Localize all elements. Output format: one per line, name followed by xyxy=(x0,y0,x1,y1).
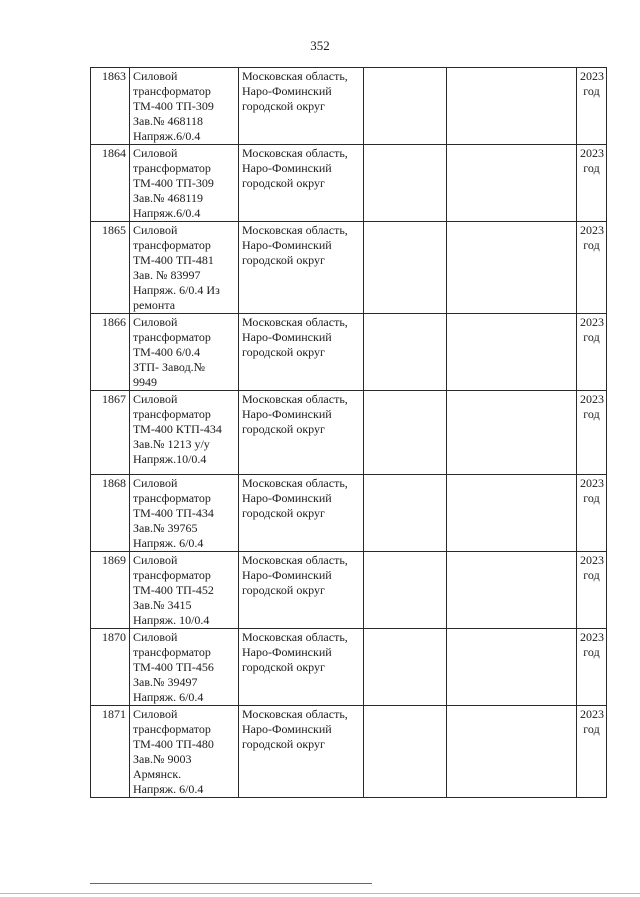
asset-year-line: 2023 xyxy=(580,223,604,237)
table-row xyxy=(91,706,607,798)
asset-year-line: год xyxy=(583,238,600,252)
asset-description-line: Напряж.10/0.4 xyxy=(133,452,207,466)
footer-rule xyxy=(90,883,372,884)
asset-year-line: 2023 xyxy=(580,553,604,567)
asset-description-line: трансформатор xyxy=(133,330,211,344)
asset-address-line: Наро-Фоминский xyxy=(242,84,332,98)
asset-address xyxy=(239,145,364,222)
asset-year-line: год xyxy=(583,722,600,736)
asset-description-line: трансформатор xyxy=(133,722,211,736)
empty-cell xyxy=(364,145,447,222)
empty-cell xyxy=(364,475,447,552)
asset-description-line: Зав.№ 9003 xyxy=(133,752,192,766)
asset-description-line: ТМ-400 ТП-309 xyxy=(133,176,214,190)
asset-year-line: 2023 xyxy=(580,146,604,160)
asset-description-line: Зав.№ 1213 у/у xyxy=(133,437,210,451)
asset-registry-table xyxy=(90,67,607,798)
asset-address-line: Наро-Фоминский xyxy=(242,491,332,505)
empty-cell xyxy=(364,706,447,798)
asset-description-line: Напряж. 6/0.4 xyxy=(133,690,204,704)
asset-address-line: Московская область, xyxy=(242,315,348,329)
asset-address-line: городской округ xyxy=(242,345,325,359)
row-number: 1864 xyxy=(91,145,130,222)
asset-address-line: Московская область, xyxy=(242,707,348,721)
asset-description-line: Силовой xyxy=(133,315,178,329)
asset-year-line: 2023 xyxy=(580,392,604,406)
table-row xyxy=(91,552,607,629)
asset-description-line: Силовой xyxy=(133,223,178,237)
page-number: 352 xyxy=(310,38,330,53)
asset-description xyxy=(130,475,239,552)
row-number: 1870 xyxy=(91,629,130,706)
asset-year xyxy=(577,706,607,798)
page-edge-rule xyxy=(0,893,640,894)
asset-year xyxy=(577,629,607,706)
empty-cell xyxy=(447,314,577,391)
asset-description xyxy=(130,314,239,391)
asset-year xyxy=(577,552,607,629)
asset-address xyxy=(239,629,364,706)
table-row xyxy=(91,68,607,145)
row-number: 1863 xyxy=(91,68,130,145)
asset-description-line: Зав.№ 468119 xyxy=(133,191,204,205)
table-body xyxy=(91,68,607,798)
asset-address-line: Московская область, xyxy=(242,553,348,567)
asset-year xyxy=(577,68,607,145)
asset-address-line: городской округ xyxy=(242,583,325,597)
empty-cell xyxy=(364,68,447,145)
asset-address-line: городской округ xyxy=(242,737,325,751)
asset-description xyxy=(130,145,239,222)
asset-description-line: Зав.№ 468118 xyxy=(133,114,204,128)
asset-address-line: Наро-Фоминский xyxy=(242,407,332,421)
asset-description xyxy=(130,222,239,314)
asset-address-line: Наро-Фоминский xyxy=(242,161,332,175)
asset-address xyxy=(239,391,364,475)
asset-description-line: трансформатор xyxy=(133,238,211,252)
table-row xyxy=(91,475,607,552)
asset-year xyxy=(577,391,607,475)
asset-address-line: городской округ xyxy=(242,99,325,113)
asset-address-line: городской округ xyxy=(242,176,325,190)
asset-year-line: год xyxy=(583,407,600,421)
asset-address-line: Московская область, xyxy=(242,223,348,237)
asset-description xyxy=(130,552,239,629)
asset-year-line: год xyxy=(583,84,600,98)
asset-description-line: Силовой xyxy=(133,630,178,644)
asset-year-line: 2023 xyxy=(580,69,604,83)
asset-description-line: ТМ-400 ТП-456 xyxy=(133,660,214,674)
asset-description-line: Напряж. 10/0.4 xyxy=(133,613,210,627)
asset-address-line: городской округ xyxy=(242,660,325,674)
empty-cell xyxy=(447,145,577,222)
asset-year xyxy=(577,222,607,314)
asset-address xyxy=(239,314,364,391)
asset-description-line: Напряж. 6/0.4 Из xyxy=(133,283,220,297)
asset-description-line: ТМ-400 ТП-434 xyxy=(133,506,214,520)
asset-description-line: ТМ-400 6/0.4 xyxy=(133,345,201,359)
empty-cell xyxy=(447,706,577,798)
asset-address-line: городской округ xyxy=(242,506,325,520)
empty-cell xyxy=(447,68,577,145)
asset-year xyxy=(577,475,607,552)
asset-year-line: год xyxy=(583,491,600,505)
empty-cell xyxy=(447,552,577,629)
asset-description xyxy=(130,706,239,798)
empty-cell xyxy=(447,222,577,314)
asset-description-line: Напряж. 6/0.4 xyxy=(133,782,204,796)
asset-description-line: ремонта xyxy=(133,298,176,312)
empty-cell xyxy=(364,629,447,706)
asset-year-line: год xyxy=(583,161,600,175)
asset-description-line: 9949 xyxy=(133,375,157,389)
asset-address xyxy=(239,222,364,314)
asset-address xyxy=(239,706,364,798)
asset-description-line: Силовой xyxy=(133,392,178,406)
asset-description-line: трансформатор xyxy=(133,407,211,421)
empty-cell xyxy=(447,391,577,475)
asset-description-line: Силовой xyxy=(133,553,178,567)
row-number: 1866 xyxy=(91,314,130,391)
asset-year-line: 2023 xyxy=(580,476,604,490)
asset-address xyxy=(239,552,364,629)
row-number: 1867 xyxy=(91,391,130,475)
asset-description-line: ТМ-400 КТП-434 xyxy=(133,422,222,436)
asset-description-line: ТМ-400 ТП-481 xyxy=(133,253,214,267)
asset-description-line: трансформатор xyxy=(133,84,211,98)
row-number: 1865 xyxy=(91,222,130,314)
empty-cell xyxy=(364,552,447,629)
asset-address-line: Наро-Фоминский xyxy=(242,722,332,736)
asset-description xyxy=(130,391,239,475)
asset-description-line: Напряж.6/0.4 xyxy=(133,129,201,143)
asset-address-line: Наро-Фоминский xyxy=(242,645,332,659)
asset-description-line: Армянск. xyxy=(133,767,182,781)
asset-address-line: Московская область, xyxy=(242,69,348,83)
asset-year-line: год xyxy=(583,645,600,659)
asset-description-line: Напряж.6/0.4 xyxy=(133,206,201,220)
asset-address-line: Московская область, xyxy=(242,146,348,160)
asset-description-line: Зав.№ 39497 xyxy=(133,675,198,689)
asset-description-line: Силовой xyxy=(133,707,178,721)
asset-description-line: трансформатор xyxy=(133,161,211,175)
asset-description-line: Напряж. 6/0.4 xyxy=(133,536,204,550)
asset-year xyxy=(577,145,607,222)
asset-description-line: трансформатор xyxy=(133,645,211,659)
asset-address-line: Московская область, xyxy=(242,630,348,644)
asset-address-line: городской округ xyxy=(242,253,325,267)
table-row xyxy=(91,391,607,475)
asset-year-line: 2023 xyxy=(580,707,604,721)
table-row xyxy=(91,145,607,222)
asset-address-line: Наро-Фоминский xyxy=(242,568,332,582)
table-row xyxy=(91,314,607,391)
asset-address-line: Наро-Фоминский xyxy=(242,330,332,344)
empty-cell xyxy=(364,222,447,314)
empty-cell xyxy=(364,391,447,475)
table-row xyxy=(91,629,607,706)
asset-year xyxy=(577,314,607,391)
asset-description-line: ТМ-400 ТП-452 xyxy=(133,583,214,597)
asset-description-line: трансформатор xyxy=(133,491,211,505)
asset-description-line: Силовой xyxy=(133,69,178,83)
asset-description-line: ТМ-400 ТП-480 xyxy=(133,737,214,751)
row-number: 1868 xyxy=(91,475,130,552)
asset-description-line: трансформатор xyxy=(133,568,211,582)
row-number: 1871 xyxy=(91,706,130,798)
asset-address-line: Наро-Фоминский xyxy=(242,238,332,252)
asset-description xyxy=(130,68,239,145)
asset-description-line: Зав. № 83997 xyxy=(133,268,201,282)
asset-year-line: 2023 xyxy=(580,630,604,644)
asset-address xyxy=(239,475,364,552)
asset-description-line: Зав.№ 39765 xyxy=(133,521,198,535)
row-number: 1869 xyxy=(91,552,130,629)
empty-cell xyxy=(447,475,577,552)
asset-year-line: год xyxy=(583,330,600,344)
asset-address-line: Московская область, xyxy=(242,476,348,490)
table-row xyxy=(91,222,607,314)
asset-year-line: 2023 xyxy=(580,315,604,329)
asset-description-line: Силовой xyxy=(133,146,178,160)
asset-address-line: Московская область, xyxy=(242,392,348,406)
asset-description-line: ТМ-400 ТП-309 xyxy=(133,99,214,113)
asset-address-line: городской округ xyxy=(242,422,325,436)
asset-description xyxy=(130,629,239,706)
asset-address xyxy=(239,68,364,145)
empty-cell xyxy=(364,314,447,391)
asset-description-line: Силовой xyxy=(133,476,178,490)
asset-year-line: год xyxy=(583,568,600,582)
asset-description-line: ЗТП- Завод.№ xyxy=(133,360,206,374)
asset-description-line: Зав.№ 3415 xyxy=(133,598,192,612)
empty-cell xyxy=(447,629,577,706)
